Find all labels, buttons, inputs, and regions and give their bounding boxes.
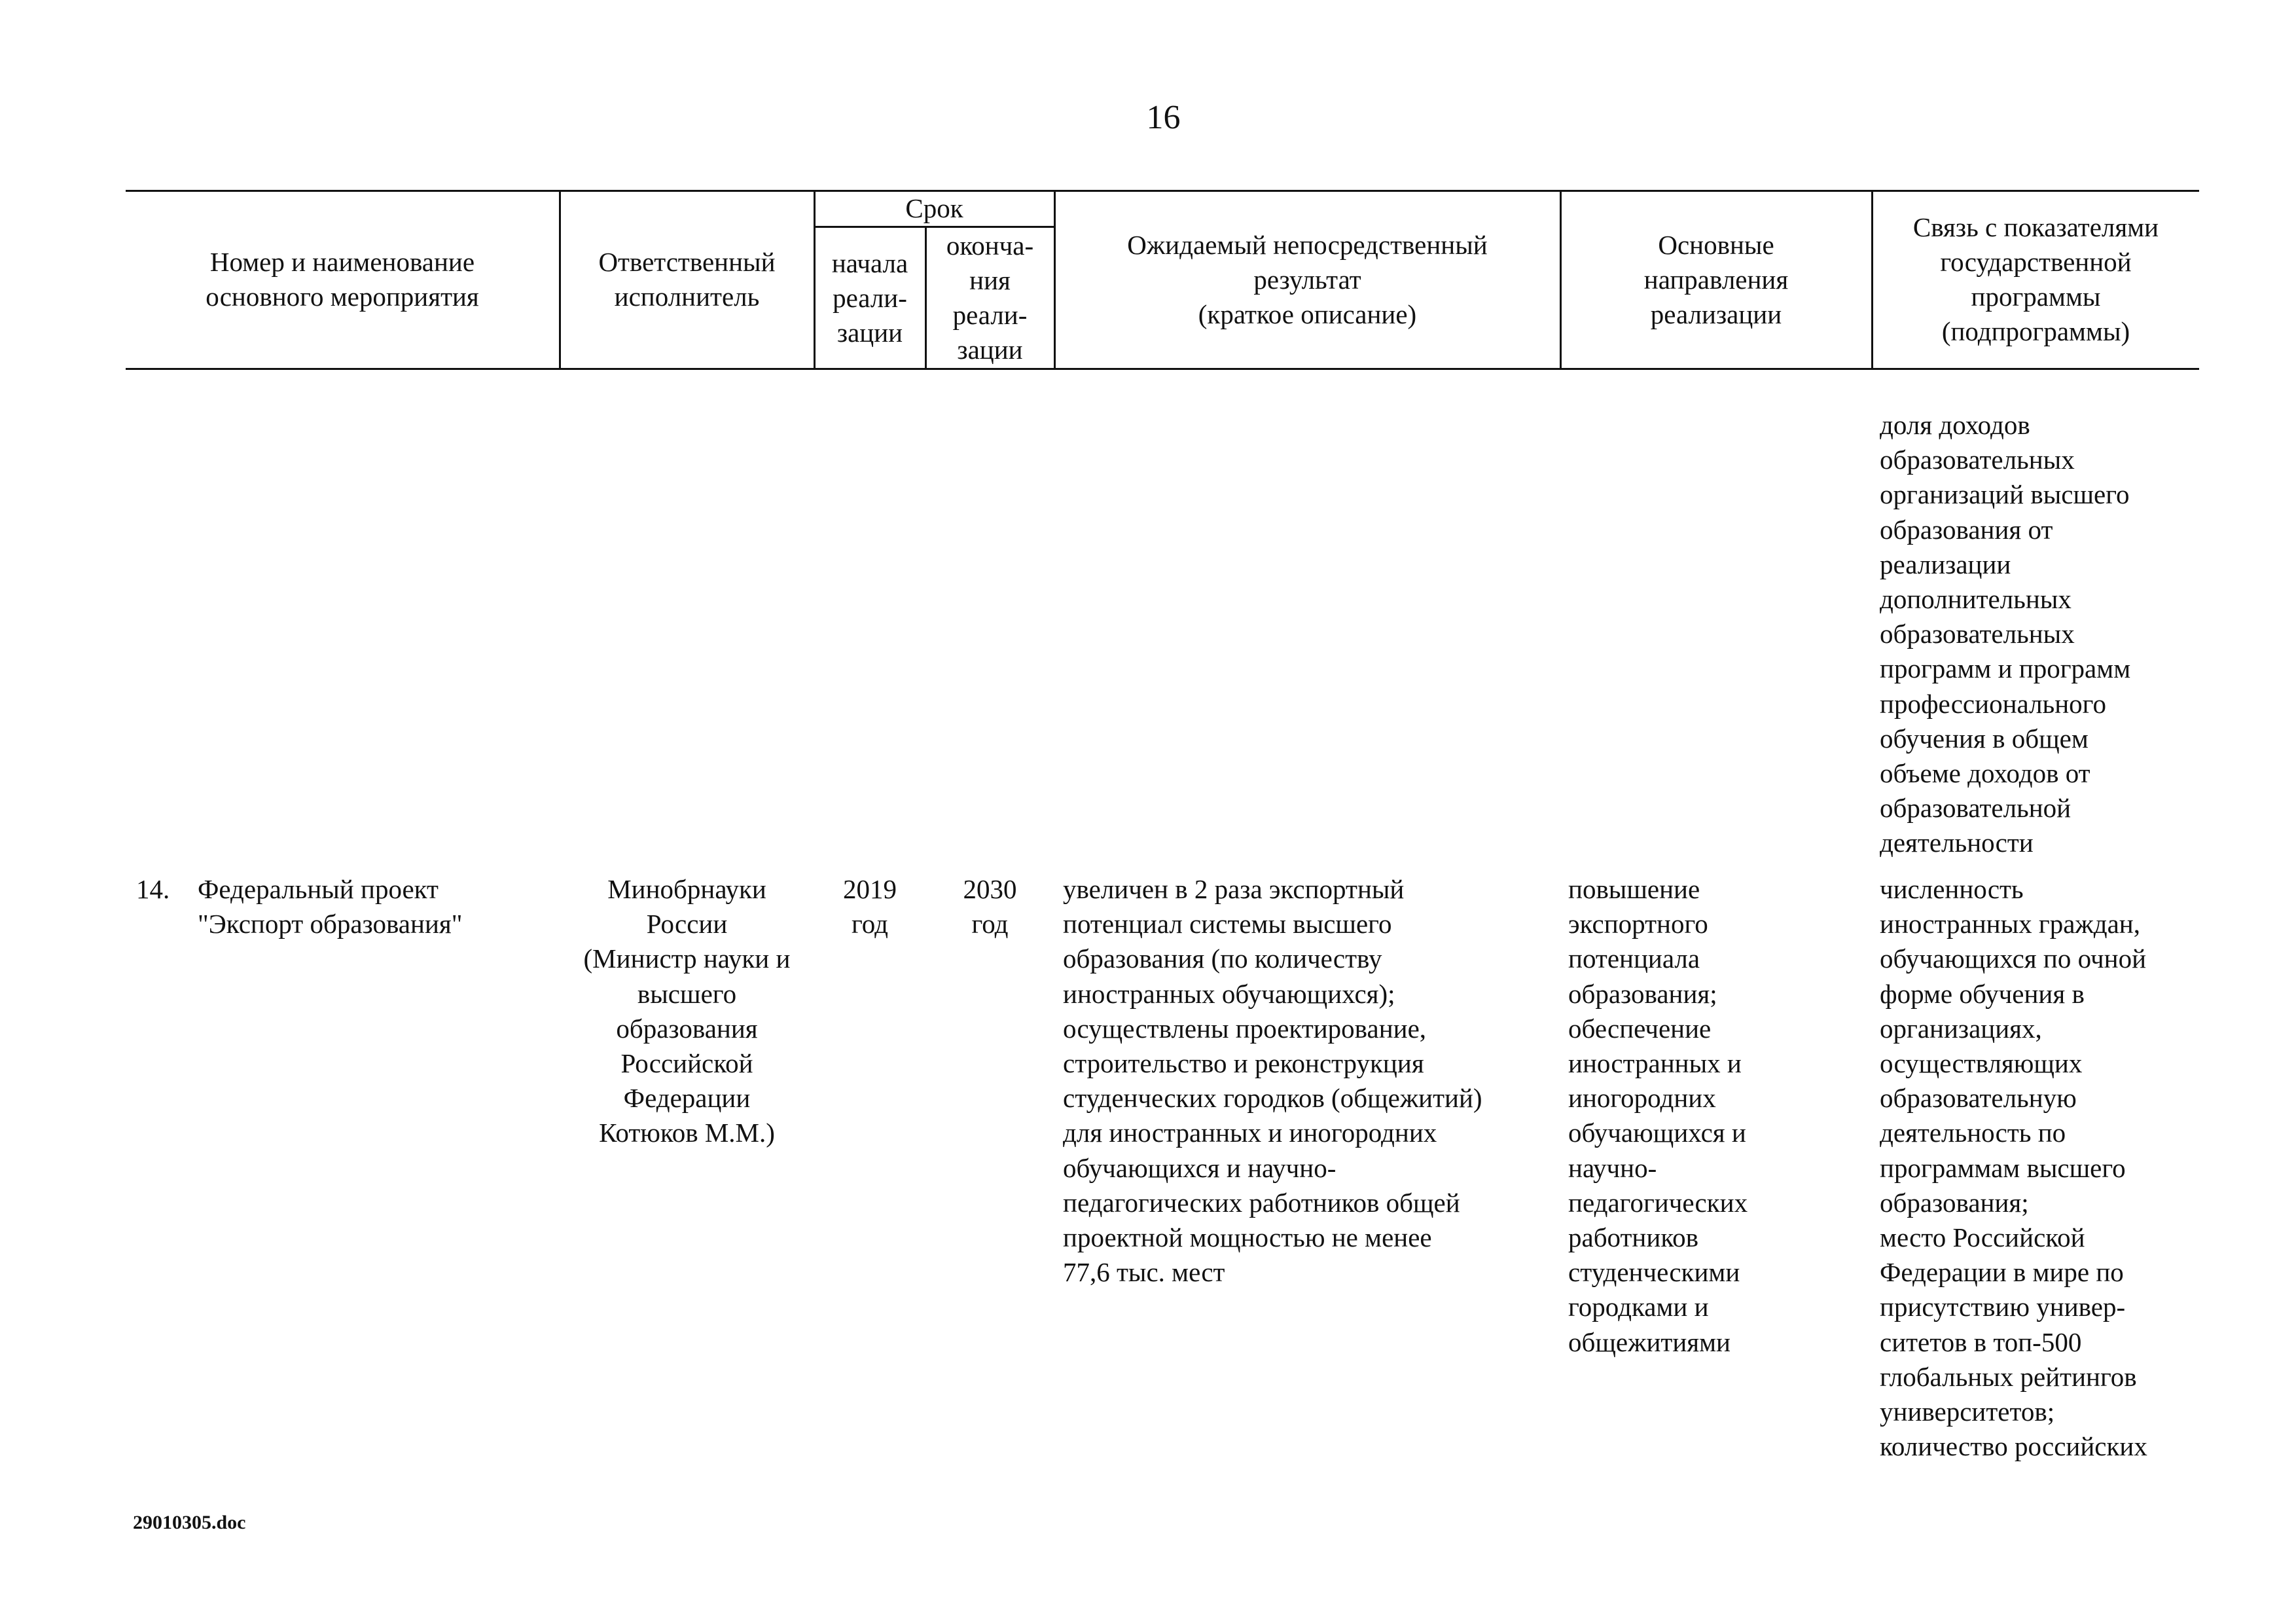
header-number-name-text: Номер и наименование основного мероприятия bbox=[206, 247, 479, 312]
row-directions: повышение экспортного потенциала образования; обеспечение иностранных и иногородних обучающихся и научно- педагогических работников студенческими городками и общежитиями bbox=[1568, 874, 1748, 1357]
header-term-end bbox=[926, 228, 1054, 368]
continuation-indicators: доля доходов образовательных организаций высшего образования от реализации дополнительных образовательных программ и программ профессионального обучения в общем объеме доходов от образовательной деятельности bbox=[1880, 410, 2131, 858]
header-indicators bbox=[1873, 191, 2199, 368]
row-indicators: численность иностранных граждан, обучающихся по очной форме обучения в организациях, осуществляющих образовательную деятельность по программам высшего образования; место Российской Федерации в мире по присутствию универ- ситетов в топ-500 глобальных рейтингов университетов; количество российских bbox=[1880, 874, 2147, 1462]
header-term-end-text: оконча- ния реали- зации bbox=[946, 230, 1034, 365]
header-number-name bbox=[126, 191, 559, 368]
header-responsible-text: Ответственный исполнитель bbox=[598, 247, 776, 312]
header-term-start-text: начала реали- зации bbox=[831, 247, 908, 348]
row-name: Федеральный проект "Экспорт образования" bbox=[198, 874, 463, 939]
header-directions bbox=[1561, 191, 1871, 368]
header-term bbox=[815, 191, 1054, 226]
row-term-start: 2019 год bbox=[843, 874, 897, 939]
document-id: 29010305.doc bbox=[133, 1512, 246, 1533]
row-responsible: Минобрнауки России (Министр науки и высшего образования Российской Федерации Котюков М.М.) bbox=[583, 874, 791, 1148]
row-expected-result: увеличен в 2 раза экспортный потенциал системы высшего образования (по количеству иностранных обучающихся); осуществлены проектирование, строительство и реконструкция студенческих городков (общежитий) для иностранных и иногородних обучающихся и научно- педагогических работников общей проектной мощностью не менее 77,6 тыс. мест bbox=[1063, 874, 1482, 1288]
row-number: 14. bbox=[136, 874, 170, 904]
header-responsible bbox=[560, 191, 814, 368]
header-term-start bbox=[815, 228, 925, 368]
header-term-text: Срок bbox=[905, 193, 963, 223]
row-term-end: 2030 год bbox=[963, 874, 1017, 939]
header-expected-result bbox=[1055, 191, 1560, 368]
page-number: 16 bbox=[1146, 99, 1181, 136]
header-expected-result-text: Ожидаемый непосредственный результат (краткое описание) bbox=[1127, 229, 1488, 329]
table-header-bottom-rule bbox=[126, 368, 2199, 370]
header-directions-text: Основные направления реализации bbox=[1643, 229, 1789, 329]
header-indicators-text: Связь с показателями государственной программы (подпрограммы) bbox=[1912, 212, 2159, 346]
